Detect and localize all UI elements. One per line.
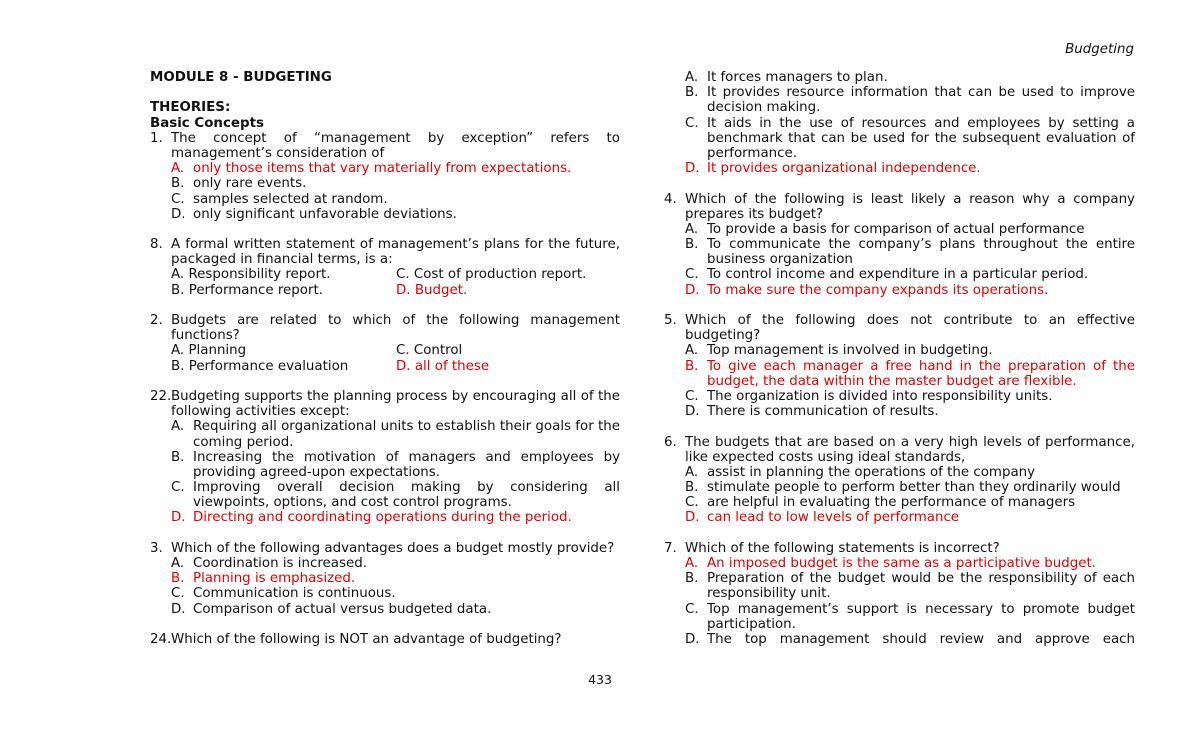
- question-text: Budgets are related to which of the following management: [171, 313, 620, 328]
- section-heading: THEORIES:: [150, 100, 231, 116]
- question-5: 5. Which of the following does not contribute to an effective: [664, 313, 1135, 328]
- option-c-cont: participation.: [707, 616, 796, 632]
- option-c-cont: viewpoints, options, and cost control programs.: [193, 495, 512, 511]
- question-text: budgeting?: [685, 328, 761, 344]
- option-b: B. stimulate people to perform better than they ordinarily would: [685, 480, 1121, 496]
- question-text: functions?: [171, 328, 240, 344]
- left-column: [150, 70, 620, 647]
- option-d-answer: D. To make sure the company expands its operations.: [685, 282, 1049, 298]
- option-b: B. Preparation of the budget would be the responsibility of each: [685, 571, 1135, 587]
- option-c-cont: performance.: [707, 145, 798, 161]
- option-d: D. only significant unfavorable deviations.: [171, 206, 457, 222]
- question-text: like expected costs using ideal standards,: [685, 449, 966, 465]
- option-a-answer: A. An imposed budget is the same as a participative budget.: [685, 556, 1096, 571]
- question-24: 24. Which of the following is NOT an advantage of budgeting?: [150, 632, 620, 647]
- option-a-answer: A. only those items that vary materially from expectations.: [171, 161, 572, 177]
- option-b: B. Performance report.: [171, 282, 323, 298]
- question-7: 7. Which of the following statements is incorrect?: [664, 541, 1135, 556]
- option-b: B. It provides resource information that can be used to improve: [685, 85, 1135, 101]
- option-b: B. Increasing the motivation of managers and employees by: [171, 449, 620, 465]
- option-b: B. To communicate the company’s plans throughout the entire: [685, 237, 1135, 253]
- option-a: A. To provide a basis for comparison of actual performance: [685, 221, 1085, 237]
- option-d-answer: D. all of these: [396, 358, 490, 374]
- option-b: B. only rare events.: [171, 176, 307, 192]
- question-text: management’s consideration of: [171, 145, 385, 161]
- option-d-answer: D. Budget.: [396, 282, 468, 298]
- option-c-cont: benchmark that can be used for the subsequent evaluation of: [707, 130, 1135, 146]
- option-c: C. samples selected at random.: [171, 191, 388, 207]
- option-c: C. Cost of production report.: [396, 267, 587, 283]
- question-text: A formal written statement of management’s plans for the future,: [171, 237, 620, 253]
- option-row: [150, 343, 620, 358]
- question-text: Which of the following is least likely a reason why a company: [685, 191, 1135, 207]
- question-text: Which of the following is NOT an advantage of budgeting?: [171, 631, 562, 647]
- option-c: C. The organization is divided into responsibility units.: [685, 388, 1053, 404]
- option-d-answer: D. It provides organizational independence.: [685, 161, 981, 177]
- option-d: D. Comparison of actual versus budgeted data.: [171, 601, 492, 617]
- option-row: [150, 359, 620, 374]
- question-text: following activities except:: [171, 404, 350, 420]
- question-text: Budgeting supports the planning process by encouraging all of the: [171, 388, 620, 404]
- option-a: A. Coordination is increased.: [171, 556, 367, 571]
- option-c: C. It aids in the use of resources and employees by setting a: [685, 115, 1135, 131]
- option-c: C. Control: [396, 343, 463, 359]
- question-text: The budgets that are based on a very high levels of performance,: [685, 434, 1135, 450]
- option-b-cont: budget, the data within the master budget are flexible.: [707, 373, 1077, 389]
- option-row: [150, 283, 620, 298]
- question-8: 8. A formal written statement of management’s plans for the future,: [150, 237, 620, 253]
- question-text: Which of the following statements is incorrect?: [685, 540, 1000, 556]
- option-c: C. To control income and expenditure in a particular period.: [685, 267, 1089, 283]
- question-6: 6. The budgets that are based on a very high levels of performance,: [664, 434, 1135, 450]
- question-text: packaged in financial terms, is a:: [171, 252, 393, 268]
- question-4: 4. Which of the following is least likely a reason why a company: [664, 191, 1135, 207]
- option-a: A. Top management is involved in budgeting.: [685, 343, 993, 359]
- question-1: [150, 131, 620, 146]
- option-b-answer: B. Planning is emphasized.: [171, 571, 356, 587]
- question-text: The concept of “management by exception” refers to: [171, 130, 620, 146]
- question-text: Which of the following advantages does a budget mostly provide?: [171, 540, 615, 556]
- option-a-cont: coming period.: [193, 434, 294, 450]
- option-a: A. It forces managers to plan.: [685, 70, 888, 85]
- page-number: 433: [588, 672, 612, 687]
- question-3: 3. Which of the following advantages does a budget mostly provide?: [150, 541, 620, 556]
- option-a: A. Responsibility report.: [171, 267, 331, 283]
- question-2: 2. Budgets are related to which of the following management: [150, 313, 620, 328]
- option-b-cont: business organization: [707, 252, 853, 268]
- option-d-answer: D. can lead to low levels of performance: [685, 510, 960, 526]
- option-c: C. Communication is continuous.: [171, 586, 396, 602]
- option-b-cont: responsibility unit.: [707, 586, 831, 602]
- question-text: Which of the following does not contribute to an effective: [685, 313, 1135, 328]
- option-a: A. assist in planning the operations of the company: [685, 464, 1036, 480]
- option-a: A. Planning: [171, 343, 247, 359]
- option-c: C. Improving overall decision making by considering all: [171, 480, 620, 496]
- option-a: A. Requiring all organizational units to establish their goals for the: [171, 419, 620, 435]
- question-number: 1.: [150, 130, 163, 146]
- subsection-heading: Basic Concepts: [150, 115, 264, 131]
- module-title: MODULE 8 - BUDGETING: [150, 70, 332, 85]
- option-row: [150, 267, 620, 282]
- option-b-answer: B. To give each manager a free hand in the preparation of the: [685, 358, 1135, 374]
- running-header: Budgeting: [1065, 42, 1134, 57]
- option-c: C. Top management’s support is necessary to promote budget: [685, 601, 1135, 617]
- option-b-cont: providing agreed-upon expectations.: [193, 464, 441, 480]
- option-b-cont: decision making.: [707, 100, 821, 116]
- option-d-answer: D. Directing and coordinating operations during the period.: [171, 510, 572, 526]
- option-c: C. are helpful in evaluating the performance of managers: [685, 495, 1076, 511]
- option-b: B. Performance evaluation: [171, 358, 349, 374]
- option-d: D. There is communication of results.: [685, 404, 939, 420]
- question-text: prepares its budget?: [685, 206, 824, 222]
- question-22: 22. Budgeting supports the planning process by encouraging all of the: [150, 388, 620, 404]
- right-column: [664, 70, 1135, 647]
- option-d: D. The top management should review and approve each: [685, 631, 1135, 647]
